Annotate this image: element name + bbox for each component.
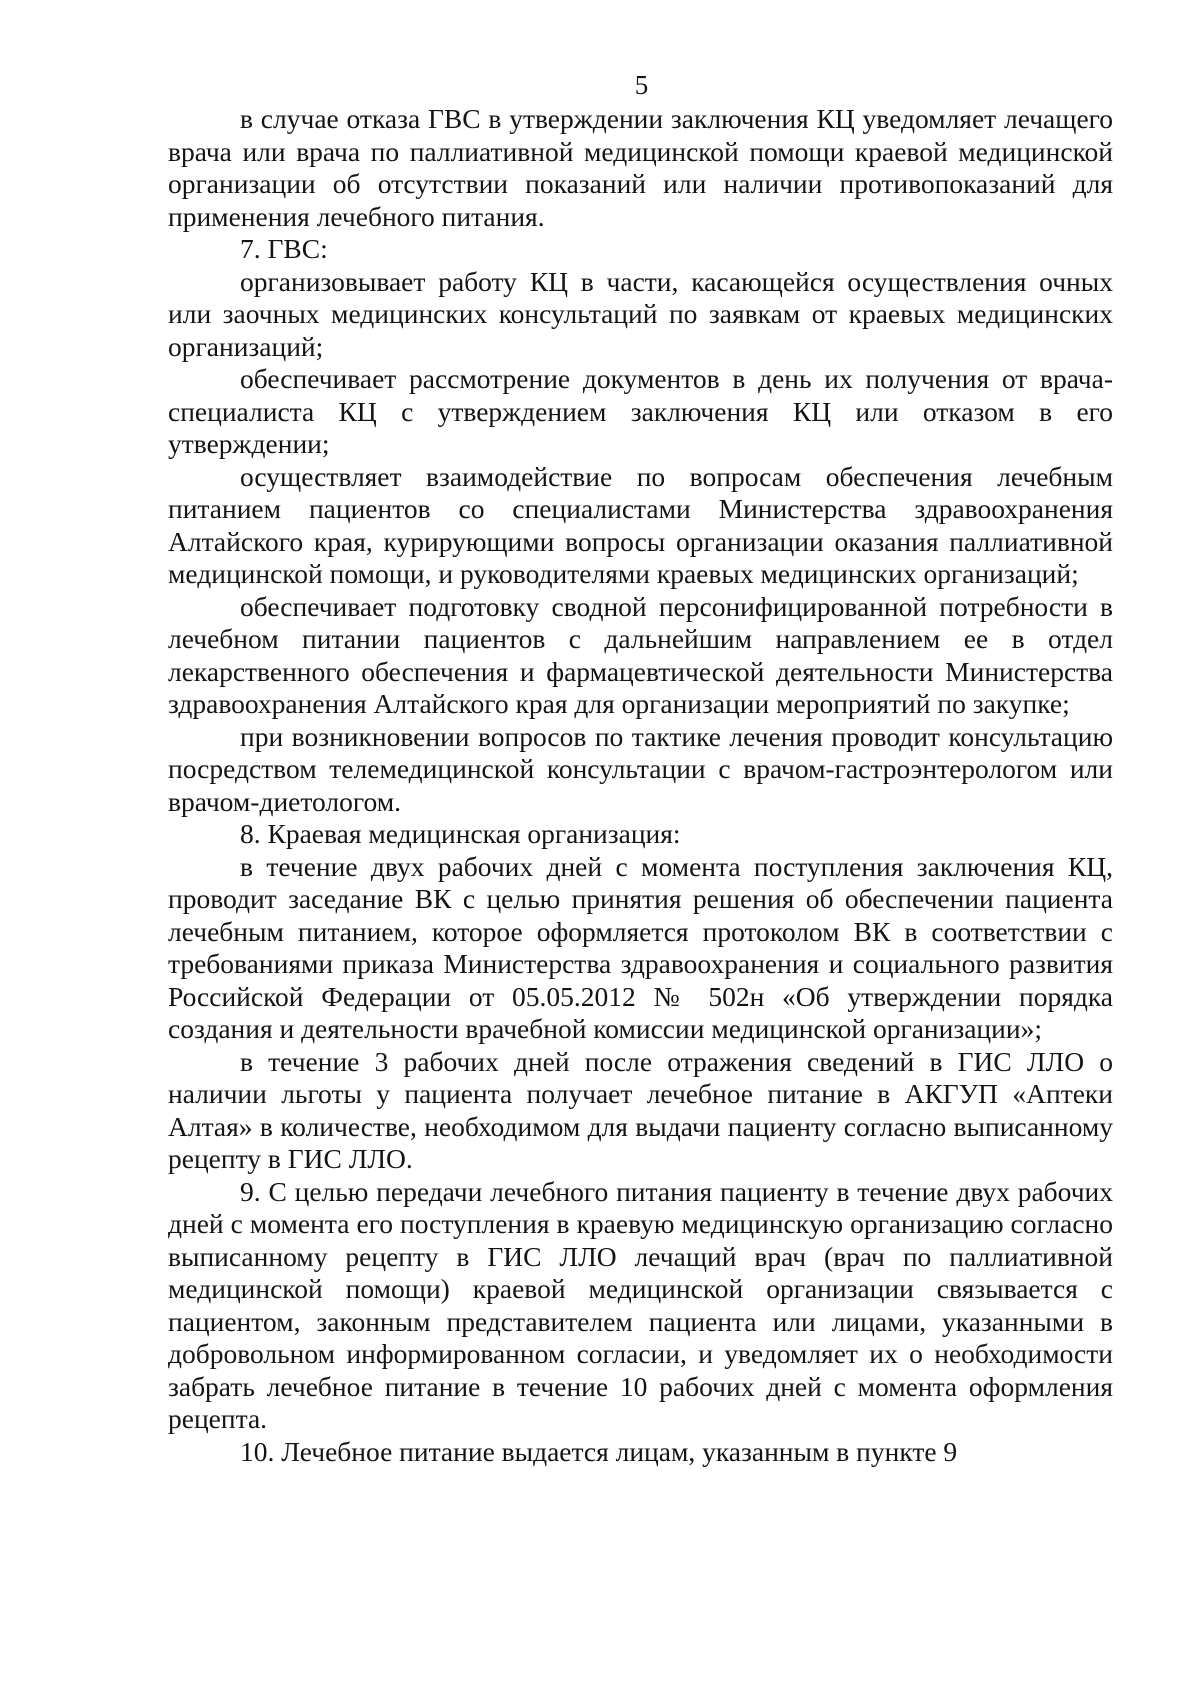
section-10-paragraph: 10. Лечебное питание выдается лицам, указанным в пункте 9 <box>240 1435 958 1467</box>
paragraph-interaction: осуществляет взаимодействие по вопросам обеспечения лечебным питанием пациентов со специалистами Министерства здравоохранения Алтайского края, курирующими вопросы организации оказания паллиативной медицинской помощи, и руководителями краевых медицинских организаций; <box>168 460 1113 589</box>
section-7-heading: 7. ГВС: <box>240 233 328 264</box>
paragraph-document-review: обеспечивает рассмотрение документов в день их получения от врача-специалиста КЦ с утверждением заключения КЦ или отказом в его утверждении; <box>168 363 1113 459</box>
paragraph-demand-summary: обеспечивает подготовку сводной персонифицированной потребности в лечебном питании пациентов с дальнейшим направлением ее в отдел лекарственного обеспечения и фармацевтической деятельности Министерства здравоохранения Алтайского края для организации мероприятий по закупке; <box>168 590 1113 719</box>
page-number: 5 <box>634 70 649 100</box>
section-8-heading: 8. Краевая медицинская организация: <box>240 818 681 849</box>
document-body <box>168 103 1113 1468</box>
paragraph-receipt-of-nutrition: в течение 3 рабочих дней после отражения сведений в ГИС ЛЛО о наличии льготы у пациента получает лечебное питание в АКГУП «Аптеки Алтая» в количестве, необходимом для выдачи пациенту согласно выписанному рецепту в ГИС ЛЛО. <box>168 1045 1113 1174</box>
paragraph-organizes-work: организовывает работу КЦ в части, касающейся осуществления очных или заочных медицинских консультаций по заявкам от краевых медицинских организаций; <box>168 265 1113 362</box>
paragraph-commission-meeting: в течение двух рабочих дней с момента поступления заключения КЦ, проводит заседание ВК с целью принятия решения об обеспечении пациента лечебным питанием, которое оформляется протоколом ВК в соответствии с требованиями приказа Министерства здравоохранения и социального развития Российской Федерации от 05.05.2012 № 502н «Об утверждении порядка создания и деятельности врачебной комиссии медицинской организации»; <box>168 850 1113 1044</box>
section-9-paragraph: 9. С целью передачи лечебного питания пациенту в течение двух рабочих дней с момента его поступления в краевую медицинскую организацию согласно выписанному рецепту в ГИС ЛЛО лечащий врач (врач по паллиативной медицинской помощи) краевой медицинской организации связывается с пациентом, законным представителем пациента или лицами, указанными в добровольном информированном согласии, и уведомляет их о необходимости забрать лечебное питание в течение 10 рабочих дней с момента оформления рецепта. <box>168 1175 1113 1434</box>
paragraph-refusal-notice: в случае отказа ГВС в утверждении заключения КЦ уведомляет лечащего врача или врача по паллиативной медицинской помощи краевой медицинской организации об отсутствии показаний или наличии противопоказаний для применения лечебного питания. <box>168 103 1113 232</box>
paragraph-consultation: при возникновении вопросов по тактике лечения проводит консультацию посредством телемедицинской консультации с врачом-гастроэнтерологом или врачом-диетологом. <box>168 720 1113 817</box>
